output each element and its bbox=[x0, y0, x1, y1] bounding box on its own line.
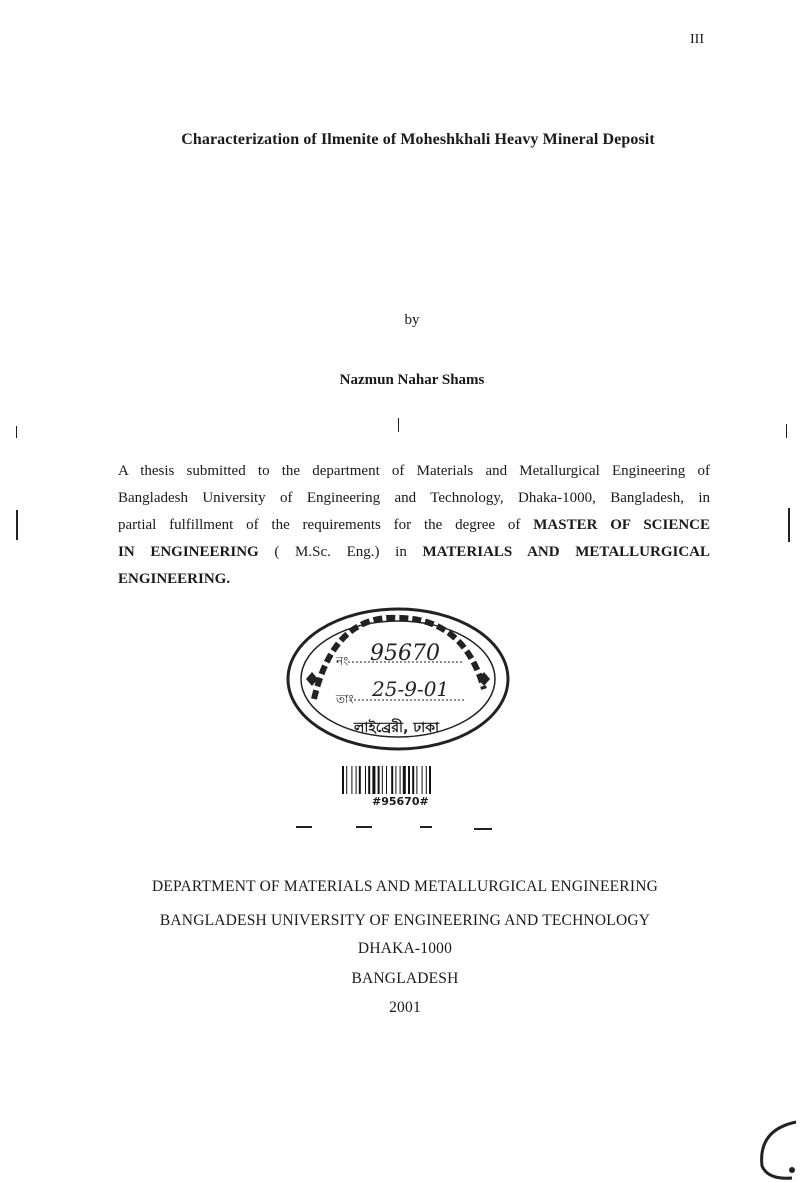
barcode-number: #95670# bbox=[372, 795, 429, 808]
statement-line-5 bbox=[118, 566, 710, 593]
barcode-bar bbox=[372, 766, 375, 794]
barcode-bar bbox=[382, 766, 383, 794]
page-number: III bbox=[690, 32, 704, 47]
stamp-label-date: তাং bbox=[336, 692, 354, 706]
footer-year: 2001 bbox=[389, 999, 421, 1016]
degree-name: MASTER OF SCIENCE bbox=[533, 517, 711, 533]
barcode-bar bbox=[356, 766, 357, 794]
barcode-bar bbox=[346, 766, 347, 794]
subject-name-cont: ENGINEERING. bbox=[118, 571, 231, 587]
scan-mark bbox=[356, 826, 372, 828]
corner-scan-mark bbox=[752, 1118, 800, 1182]
author-name: Nazmun Nahar Shams bbox=[339, 372, 485, 388]
scan-mark bbox=[788, 508, 790, 542]
barcode-bar bbox=[351, 766, 352, 794]
barcode-bar bbox=[416, 766, 417, 794]
library-stamp bbox=[284, 604, 512, 754]
statement-line-2: Bangladesh University of Engineering and Technology, Dhaka-1000, Bangladesh, in bbox=[118, 490, 710, 506]
barcode bbox=[340, 766, 470, 796]
barcode-bar bbox=[342, 766, 344, 794]
statement-line-3 bbox=[118, 512, 710, 539]
thesis-statement bbox=[118, 458, 710, 593]
statement-text: partial fulfillment of the requirements for the degree of bbox=[118, 517, 521, 533]
statement-line-1: A thesis submitted to the department of Materials and Metallurgical Engineering of bbox=[118, 463, 710, 479]
barcode-bar bbox=[391, 766, 393, 794]
stamp-label-number: নং bbox=[336, 654, 349, 668]
barcode-bar bbox=[365, 766, 366, 794]
footer-department: DEPARTMENT OF MATERIALS AND METALLURGICAL ENGINEERING bbox=[151, 878, 658, 895]
barcode-bar bbox=[429, 766, 431, 794]
thesis-title: Characterization of Ilmenite of Moheshkhali Heavy Mineral Deposit bbox=[181, 131, 655, 148]
scan-mark bbox=[474, 828, 492, 830]
barcode-bar bbox=[359, 766, 361, 794]
footer-city: DHAKA-1000 bbox=[357, 940, 453, 957]
barcode-bar bbox=[386, 766, 387, 794]
barcode-bar bbox=[378, 766, 380, 794]
barcode-bar bbox=[412, 766, 414, 794]
footer-country: BANGLADESH bbox=[351, 970, 459, 987]
scan-mark bbox=[398, 418, 399, 432]
barcode-bar bbox=[426, 766, 427, 794]
by-label: by bbox=[404, 312, 420, 328]
scan-mark bbox=[786, 424, 787, 438]
stamp-bottom-text: লাইব্রেরী, ঢাকা bbox=[354, 720, 440, 736]
scan-mark bbox=[420, 826, 432, 828]
degree-abbrev: ( M.Sc. Eng.) in bbox=[274, 544, 407, 560]
barcode-bar bbox=[368, 766, 370, 794]
barcode-bar bbox=[408, 766, 410, 794]
scan-mark bbox=[296, 826, 312, 828]
barcode-bar bbox=[403, 766, 406, 794]
barcode-bar bbox=[422, 766, 423, 794]
stamp-accession-number: 95670 bbox=[370, 641, 440, 666]
barcode-bar bbox=[395, 766, 396, 794]
footer-university: BANGLADESH UNIVERSITY OF ENGINEERING AND TECHNOLOGY bbox=[159, 912, 651, 929]
scan-mark bbox=[16, 426, 17, 438]
scan-mark bbox=[16, 510, 18, 540]
stamp-date: 25-9-01 bbox=[372, 677, 450, 701]
degree-name-cont: IN ENGINEERING bbox=[118, 544, 259, 560]
subject-name: MATERIALS AND METALLURGICAL bbox=[422, 544, 711, 560]
statement-line-4 bbox=[118, 539, 710, 566]
barcode-bar bbox=[400, 766, 401, 794]
